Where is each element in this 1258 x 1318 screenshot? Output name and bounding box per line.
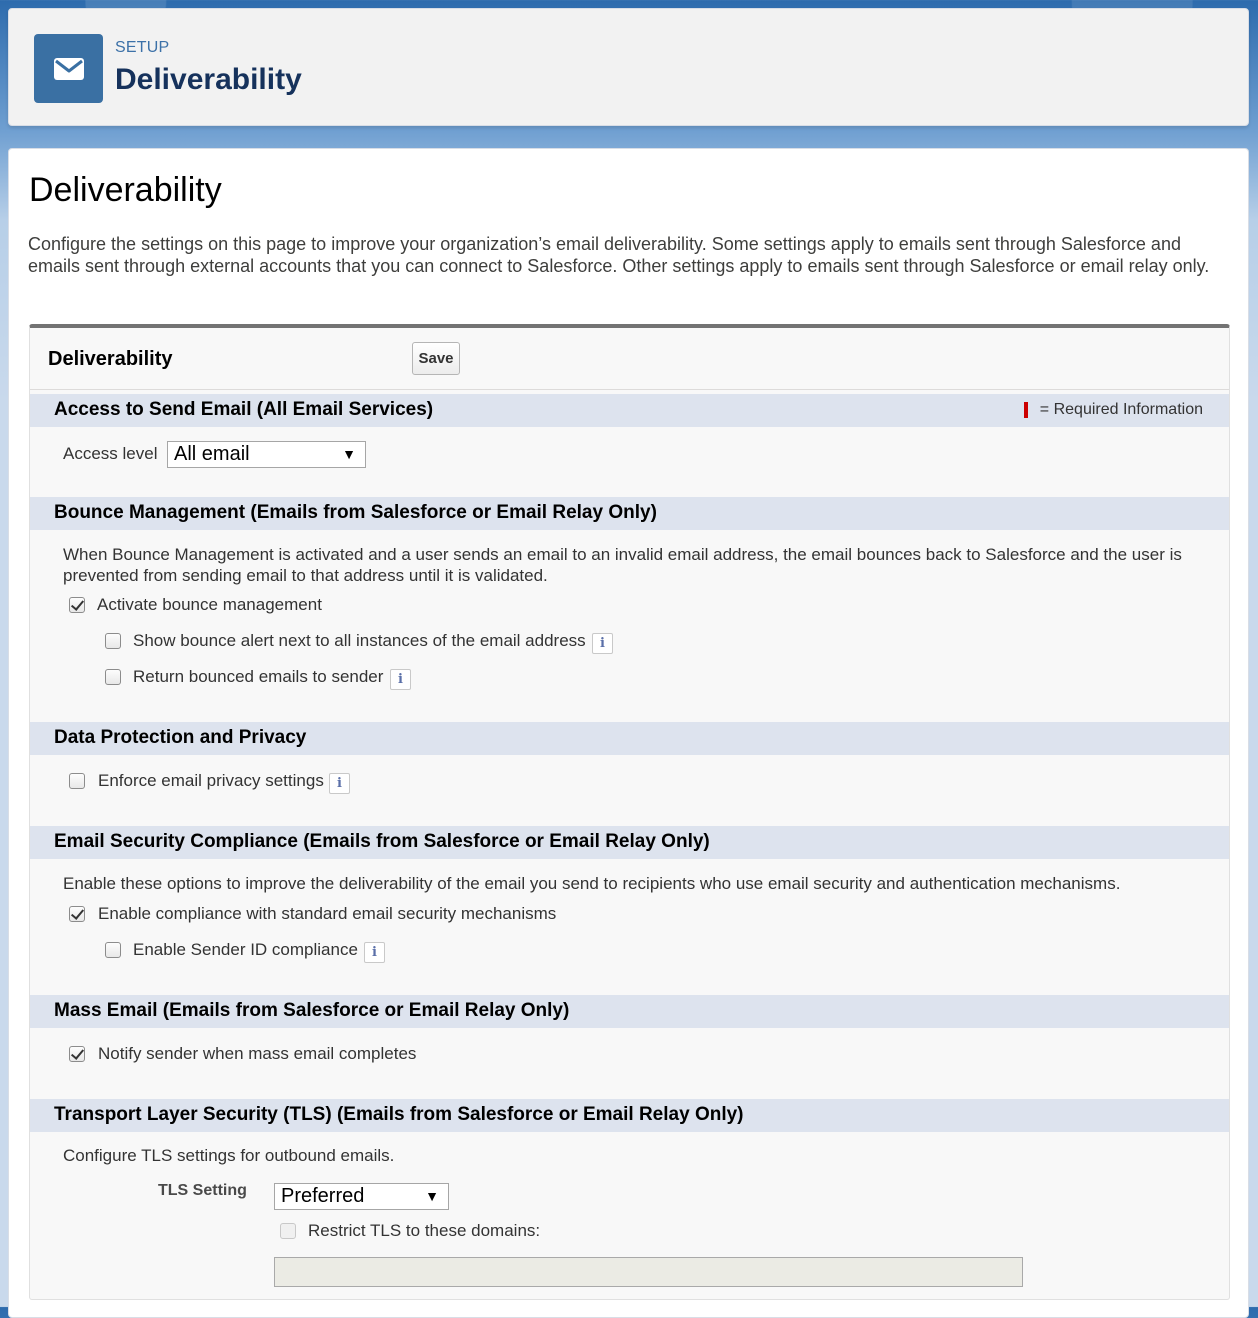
section-tls [30,1099,1229,1132]
access-level-value: All email [174,443,250,465]
section-title-access: Access to Send Email (All Email Services) [54,399,434,420]
tls-setting-label: TLS Setting [158,1182,247,1199]
section-security [30,826,1229,859]
access-level-label: Access level [63,444,158,463]
security-compliance-label: Enable compliance with standard email security mechanisms [98,904,557,923]
section-privacy [30,722,1229,755]
enforce-privacy-label: Enforce email privacy settings [98,771,324,790]
activate-bounce-label: Activate bounce management [97,595,322,614]
header-eyebrow: SETUP [115,39,170,56]
page-title: Deliverability [29,171,222,209]
sender-id-checkbox[interactable] [105,942,121,958]
section-title-tls: Transport Layer Security (TLS) (Emails from Salesforce or Email Relay Only) [54,1104,744,1125]
section-title-bounce: Bounce Management (Emails from Salesforce or Email Relay Only) [54,502,657,523]
form-title: Deliverability [48,348,173,370]
required-information-legend [1024,401,1203,419]
notify-sender-checkbox[interactable] [69,1046,85,1062]
activate-bounce-checkbox[interactable] [69,597,85,613]
deliverability-form [29,324,1230,1300]
envelope-icon [34,34,103,103]
header-title: Deliverability [115,63,302,96]
page-description: Configure the settings on this page to improve your organization’s email deliverability. Some settings apply to emails sent through Salesforce and emails sent through external accounts that you can connect to Salesforce. Other settings apply to emails sent through Salesforce or email relay only. [28,234,1210,276]
content-card [8,148,1249,1318]
bounce-description: When Bounce Management is activated and a user sends an email to an invalid email address, the email bounces back to Salesforce and the user is prevented from sending email to that address until it is validated. [63,545,1182,585]
notify-sender-label: Notify sender when mass email completes [98,1044,417,1063]
restrict-tls-checkbox[interactable] [280,1223,296,1239]
access-level-select[interactable] [167,441,366,468]
return-bounced-label: Return bounced emails to sender [133,667,384,686]
required-marker [1024,402,1028,418]
security-description: Enable these options to improve the deliverability of the email you send to recipients who use email security and authentication mechanisms. [63,874,1121,893]
enforce-privacy-checkbox[interactable] [69,773,85,789]
tls-setting-select[interactable] [274,1183,449,1210]
section-access [30,394,1229,427]
security-compliance-checkbox[interactable] [69,906,85,922]
sender-id-label: Enable Sender ID compliance [133,940,358,959]
section-title-security: Email Security Compliance (Emails from Salesforce or Email Relay Only) [54,831,710,852]
required-information-text: = Required Information [1039,401,1203,418]
tls-setting-value: Preferred [281,1185,365,1207]
chevron-down-icon: ▼ [342,446,356,462]
section-mass-email [30,995,1229,1028]
section-title-mass-email: Mass Email (Emails from Salesforce or Email Relay Only) [54,1000,570,1021]
form-header [30,328,1229,390]
info-icon[interactable]: i [329,773,350,794]
restrict-tls-label: Restrict TLS to these domains: [308,1221,541,1240]
section-bounce [30,497,1229,530]
tls-description: Configure TLS settings for outbound emails. [63,1146,395,1165]
info-icon[interactable]: i [364,942,385,963]
page-header [8,8,1249,126]
section-title-privacy: Data Protection and Privacy [54,727,307,748]
show-bounce-alert-label: Show bounce alert next to all instances of the email address [133,631,586,650]
info-icon[interactable]: i [592,633,613,654]
save-button[interactable]: Save [412,342,460,375]
tls-domains-input[interactable] [274,1257,1023,1287]
return-bounced-checkbox[interactable] [105,669,121,685]
show-bounce-alert-checkbox[interactable] [105,633,121,649]
chevron-down-icon: ▼ [425,1188,439,1204]
info-icon[interactable]: i [390,669,411,690]
